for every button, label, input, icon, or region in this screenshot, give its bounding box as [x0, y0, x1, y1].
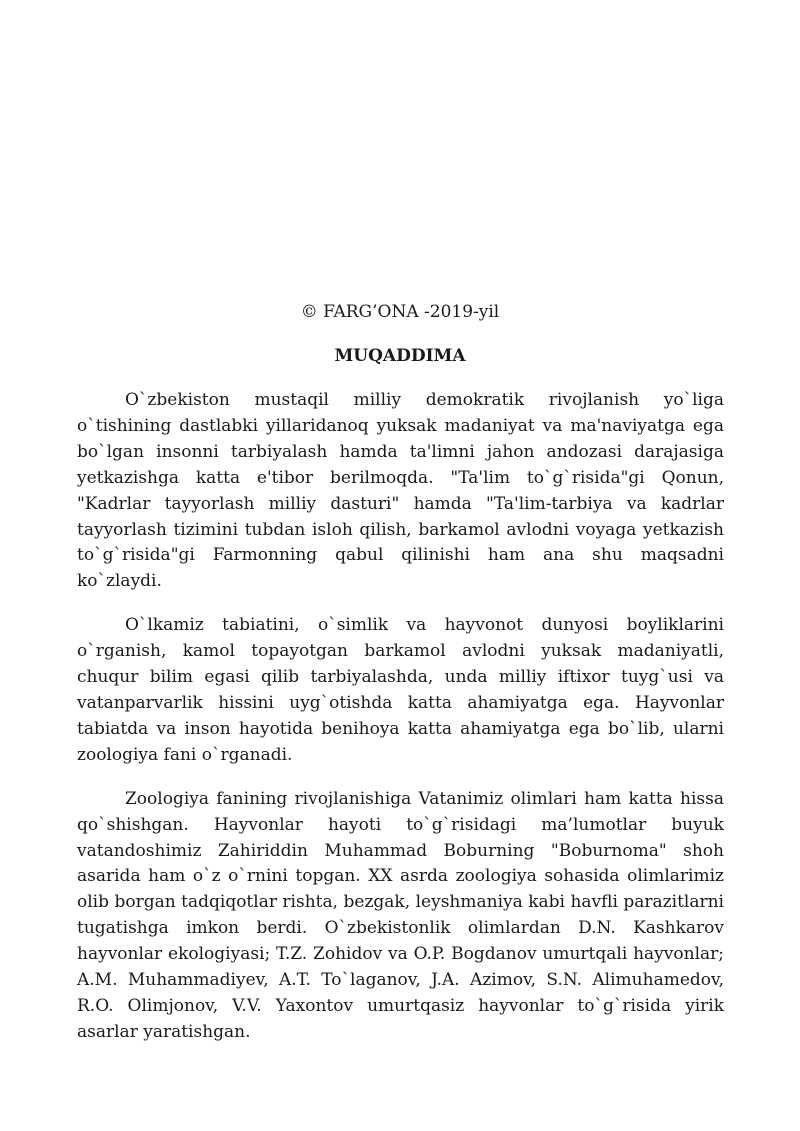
body-text	[77, 388, 724, 1064]
paragraph: O`zbekiston mustaqil milliy demokratik rivojlanish yo`liga o`tishining dastlabki yillaridanoq yuksak madaniyat va ma'naviyatga ega bo`lgan insonni tarbiyalash hamda ta'limni jahon andozasi darajasiga yetkazishga katta e'tibor berilmoqda. "Ta'lim to`g`risida"gi Qonun, "Kadrlar tayyorlash milliy dasturi" hamda "Ta'lim-tarbiya va kadrlar tayyorlash tizimini tubdan isloh qilish, barkamol avlodni voyaga yetkazish to`g`risida"gi Farmonning qabul qilinishi ham ana shu maqsadni ko`zlaydi.	[77, 390, 724, 592]
paragraph: O`lkamiz tabiatini, o`simlik va hayvonot dunyosi boyliklarini o`rganish, kamol topayotgan barkamol avlodni yuksak madaniyatli, chuqur bilim egasi qilib tarbiyalashda, unda milliy iftixor tuyg`usi va vatanparvarlik hissini uyg`otishda katta ahamiyatga ega. Hayvonlar tabiatda va inson hayotida benihoya katta ahamiyatga ega bo`lib, ularni zoologiya fani o`rganadi.	[77, 615, 724, 765]
paragraph: Zoologiya fanining rivojlanishiga Vatanimiz olimlari ham katta hissa qo`shishgan. Hayvonlar hayoti to`g`risidagi ma’lumotlar buyuk vatandoshimiz Zahiriddin Muhammad Boburning "Boburnoma" shoh asarida ham o`z o`rnini topgan. XX asrda zoologiya sohasida olimlarimiz olib borgan tadqiqotlar rishta, bezgak, leyshmaniya kabi havfli parazitlarni tugatishga imkon berdi. O`zbekistonlik olimlardan D.N. Kashkarov hayvonlar ekologiyasi; T.Z. Zohidov va O.P. Bogdanov umurtqali hayvonlar; A.M. Muhammadiyev, A.T. To`laganov, J.A. Azimov, S.N. Alimuhamedov, R.O. Olimjonov, V.V. Yaxontov umurtqasiz hayvonlar to`g`risida yirik asarlar yaratishgan.	[77, 788, 724, 1042]
section-heading: MUQADDIMA	[334, 346, 466, 366]
copyright-line: © FARG’ONA -2019-yil	[300, 302, 500, 322]
